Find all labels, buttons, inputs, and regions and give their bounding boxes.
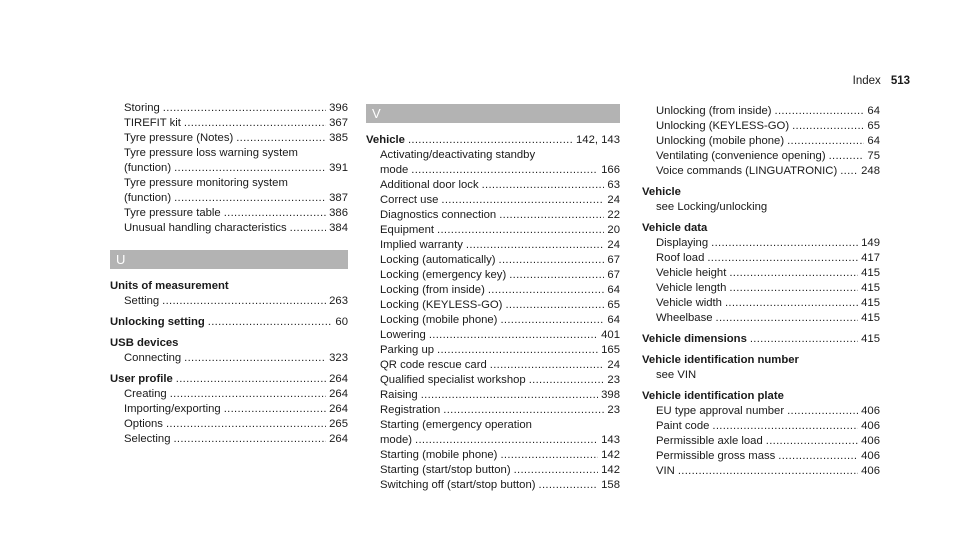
index-entry	[642, 434, 880, 449]
index-entry	[642, 449, 880, 464]
index-entry	[110, 146, 348, 161]
leader-dots	[787, 404, 858, 419]
page-reference: 75	[867, 150, 880, 162]
entry-label: Raising	[380, 389, 418, 401]
page-reference: 149	[861, 237, 880, 249]
index-entry	[110, 432, 348, 447]
page-reference: 143	[601, 434, 620, 446]
entry-label: Ventilating (convenience opening)	[656, 150, 826, 162]
entry-label: Parking up	[380, 344, 435, 356]
entry-label: Unlocking (from inside)	[656, 105, 772, 117]
index-entry	[642, 164, 880, 179]
leader-dots	[466, 238, 605, 253]
leader-dots	[429, 328, 598, 343]
entry-label: Diagnostics connection	[380, 209, 497, 221]
leader-dots	[443, 403, 604, 418]
index-entry	[110, 101, 348, 116]
entry-label: Connecting	[124, 352, 182, 364]
page-reference: 406	[861, 420, 880, 432]
index-entry	[366, 298, 620, 313]
index-entry	[642, 119, 880, 134]
index-entry	[110, 387, 348, 402]
leader-dots	[712, 419, 858, 434]
index-heading	[110, 336, 348, 351]
index-entry	[366, 433, 620, 448]
entry-label: User profile	[110, 373, 173, 385]
index-entry	[366, 238, 620, 253]
entry-label: Displaying	[656, 237, 709, 249]
entry-label: Activating/deactivating standby	[380, 149, 536, 161]
entry-label: Unlocking setting	[110, 316, 205, 328]
entry-label: see VIN	[656, 369, 697, 381]
index-column-3	[642, 104, 880, 479]
entry-label: QR code rescue card	[380, 359, 487, 371]
leader-dots	[224, 206, 326, 221]
index-entry	[366, 193, 620, 208]
entry-label: Permissible axle load	[656, 435, 763, 447]
leader-dots	[514, 463, 599, 478]
leader-dots	[408, 133, 573, 148]
index-entry	[110, 116, 348, 131]
index-entry	[110, 161, 348, 176]
index-entry	[366, 223, 620, 238]
entry-label: Permissible gross mass	[656, 450, 776, 462]
page-reference: 264	[329, 433, 348, 445]
index-heading	[642, 353, 880, 368]
page-reference: 65	[607, 299, 620, 311]
index-entry	[642, 104, 880, 119]
page-reference: 64	[607, 314, 620, 326]
index-entry	[110, 221, 348, 236]
entry-label: EU type approval number	[656, 405, 785, 417]
index-entry	[642, 149, 880, 164]
page-reference: 64	[607, 284, 620, 296]
page-reference: 406	[861, 450, 880, 462]
index-entry	[642, 236, 880, 251]
page-reference: 384	[329, 222, 348, 234]
index-entry	[366, 358, 620, 373]
leader-dots	[711, 236, 858, 251]
index-entry	[642, 311, 880, 326]
entry-label: (function)	[124, 192, 172, 204]
index-entry	[366, 208, 620, 223]
page-reference: 20	[607, 224, 620, 236]
page-reference: 396	[329, 102, 348, 114]
leader-dots	[176, 372, 326, 387]
index-entry	[110, 131, 348, 146]
entry-label: Vehicle height	[656, 267, 727, 279]
leader-dots	[840, 164, 858, 179]
page-reference: 367	[329, 117, 348, 129]
entry-label: mode)	[380, 434, 413, 446]
leader-dots	[500, 448, 598, 463]
index-entry	[110, 191, 348, 206]
index-heading	[110, 315, 348, 330]
entry-label: Additional door lock	[380, 179, 479, 191]
page-reference: 398	[601, 389, 620, 401]
entry-label: Unlocking (KEYLESS-GO)	[656, 120, 790, 132]
index-entry	[642, 419, 880, 434]
entry-label: Correct use	[380, 194, 439, 206]
leader-dots	[729, 266, 858, 281]
page-reference: 415	[861, 333, 880, 345]
entry-label: Vehicle	[366, 134, 405, 146]
entry-label: Implied warranty	[380, 239, 463, 251]
index-entry	[366, 328, 620, 343]
entry-label: Units of measurement	[110, 280, 229, 292]
page-reference: 142, 143	[576, 134, 620, 146]
entry-label: Locking (mobile phone)	[380, 314, 498, 326]
leader-dots	[174, 191, 326, 206]
entry-label: Storing	[124, 102, 160, 114]
entry-label: Vehicle length	[656, 282, 727, 294]
leader-dots	[162, 294, 326, 309]
leader-dots	[499, 253, 605, 268]
index-entry	[366, 373, 620, 388]
entry-label: Vehicle identification plate	[642, 390, 784, 402]
page-reference: 24	[607, 194, 620, 206]
index-entry	[366, 478, 620, 493]
index-entry	[110, 351, 348, 366]
page-reference: 265	[329, 418, 348, 430]
page-reference: 64	[867, 135, 880, 147]
index-entry	[642, 404, 880, 419]
index-column-2	[366, 104, 620, 493]
leader-dots	[792, 119, 864, 134]
leader-dots	[499, 208, 604, 223]
page-reference: 65	[867, 120, 880, 132]
page-reference: 385	[329, 132, 348, 144]
page-number: 513	[890, 75, 910, 87]
page-reference: 67	[607, 269, 620, 281]
page-reference: 391	[329, 162, 348, 174]
entry-label: Starting (mobile phone)	[380, 449, 498, 461]
entry-label: Selecting	[124, 433, 171, 445]
page-reference: 386	[329, 207, 348, 219]
page-reference: 142	[601, 464, 620, 476]
leader-dots	[421, 388, 598, 403]
entry-label: Vehicle data	[642, 222, 708, 234]
leader-dots	[170, 387, 326, 402]
leader-dots	[184, 116, 326, 131]
index-entry	[110, 417, 348, 432]
section-title: Index	[852, 75, 881, 87]
page-reference: 22	[607, 209, 620, 221]
entry-label: Registration	[380, 404, 441, 416]
leader-dots	[505, 298, 604, 313]
page-reference: 67	[607, 254, 620, 266]
leader-dots	[224, 402, 326, 417]
entry-label: Wheelbase	[656, 312, 713, 324]
index-heading	[642, 221, 880, 236]
entry-label: TIREFIT kit	[124, 117, 181, 129]
index-entry	[642, 464, 880, 479]
index-entry	[110, 294, 348, 309]
leader-dots	[716, 311, 859, 326]
entry-label: Vehicle width	[656, 297, 722, 309]
entry-label: Importing/exporting	[124, 403, 221, 415]
entry-label: (function)	[124, 162, 172, 174]
leader-dots	[829, 149, 865, 164]
entry-label: Unusual handling characteristics	[124, 222, 287, 234]
leader-dots	[208, 315, 333, 330]
entry-label: Tyre pressure loss warning system	[124, 147, 298, 159]
index-heading	[366, 133, 620, 148]
index-heading	[642, 185, 880, 200]
leader-dots	[775, 104, 865, 119]
page-reference: 24	[607, 359, 620, 371]
page-reference: 264	[329, 388, 348, 400]
index-entry	[642, 134, 880, 149]
leader-dots	[729, 281, 858, 296]
page-reference: 263	[329, 295, 348, 307]
index-heading	[110, 279, 348, 294]
index-entry	[642, 368, 880, 383]
leader-dots	[490, 358, 605, 373]
index-entry	[642, 281, 880, 296]
index-entry	[366, 148, 620, 163]
leader-dots	[778, 449, 858, 464]
entry-label: Switching off (start/stop button)	[380, 479, 536, 491]
page-reference: 415	[861, 282, 880, 294]
index-entry	[366, 178, 620, 193]
index-entry	[366, 268, 620, 283]
entry-label: Tyre pressure monitoring system	[124, 177, 288, 189]
entry-label: Options	[124, 418, 163, 430]
entry-label: USB devices	[110, 337, 179, 349]
entry-label: Vehicle identification number	[642, 354, 799, 366]
leader-dots	[678, 464, 858, 479]
entry-label: Roof load	[656, 252, 705, 264]
leader-dots	[766, 434, 858, 449]
leader-dots	[184, 351, 326, 366]
leader-dots	[290, 221, 327, 236]
leader-dots	[415, 433, 598, 448]
index-entry	[110, 402, 348, 417]
entry-label: Qualified specialist workshop	[380, 374, 526, 386]
entry-label: mode	[380, 164, 409, 176]
index-entry	[366, 253, 620, 268]
index-heading	[642, 332, 880, 347]
index-heading	[110, 372, 348, 387]
page-reference: 387	[329, 192, 348, 204]
page-reference: 158	[601, 479, 620, 491]
leader-dots	[173, 432, 326, 447]
leader-dots	[539, 478, 599, 493]
index-entry	[642, 266, 880, 281]
page-reference: 165	[601, 344, 620, 356]
page-reference: 415	[861, 267, 880, 279]
entry-label: Locking (from inside)	[380, 284, 485, 296]
page-reference: 264	[329, 373, 348, 385]
leader-dots	[509, 268, 604, 283]
entry-label: Starting (start/stop button)	[380, 464, 511, 476]
page-reference: 406	[861, 405, 880, 417]
page-reference: 248	[861, 165, 880, 177]
leader-dots	[787, 134, 864, 149]
leader-dots	[174, 161, 326, 176]
entry-label: Vehicle dimensions	[642, 333, 747, 345]
leader-dots	[529, 373, 605, 388]
leader-dots	[163, 101, 326, 116]
leader-dots	[482, 178, 605, 193]
index-column-1	[110, 101, 348, 447]
page-reference: 24	[607, 239, 620, 251]
page-reference: 23	[607, 374, 620, 386]
entry-label: Locking (automatically)	[380, 254, 496, 266]
leader-dots	[725, 296, 858, 311]
leader-dots	[236, 131, 326, 146]
page-reference: 401	[601, 329, 620, 341]
entry-label: Tyre pressure table	[124, 207, 221, 219]
entry-label: Locking (KEYLESS-GO)	[380, 299, 503, 311]
page-reference: 142	[601, 449, 620, 461]
page-reference: 63	[607, 179, 620, 191]
page-reference: 406	[861, 435, 880, 447]
entry-label: Starting (emergency operation	[380, 419, 532, 431]
page-reference: 417	[861, 252, 880, 264]
index-entry	[366, 418, 620, 433]
entry-label: Equipment	[380, 224, 435, 236]
index-entry	[366, 448, 620, 463]
page-reference: 415	[861, 312, 880, 324]
index-entry	[366, 283, 620, 298]
leader-dots	[411, 163, 598, 178]
index-entry	[110, 206, 348, 221]
entry-label: Voice commands (LINGUATRONIC)	[656, 165, 838, 177]
entry-label: Vehicle	[642, 186, 681, 198]
entry-label: Unlocking (mobile phone)	[656, 135, 785, 147]
entry-label: Tyre pressure (Notes)	[124, 132, 234, 144]
page-reference: 264	[329, 403, 348, 415]
page-reference: 23	[607, 404, 620, 416]
index-entry	[366, 343, 620, 358]
page-reference: 60	[335, 316, 348, 328]
leader-dots	[441, 193, 604, 208]
leader-dots	[707, 251, 858, 266]
index-entry	[642, 251, 880, 266]
leader-dots	[488, 283, 605, 298]
index-entry	[366, 403, 620, 418]
entry-label: VIN	[656, 465, 675, 477]
page-reference: 406	[861, 465, 880, 477]
leader-dots	[500, 313, 604, 328]
leader-dots	[750, 332, 858, 347]
page-reference: 166	[601, 164, 620, 176]
leader-dots	[437, 223, 604, 238]
letter-section-header: U	[110, 250, 348, 269]
entry-label: Lowering	[380, 329, 426, 341]
entry-label: Creating	[124, 388, 167, 400]
page-reference: 323	[329, 352, 348, 364]
leader-dots	[166, 417, 326, 432]
index-entry	[642, 296, 880, 311]
entry-label: Locking (emergency key)	[380, 269, 507, 281]
page-reference: 64	[867, 105, 880, 117]
letter-section-header: V	[366, 104, 620, 123]
entry-label: Paint code	[656, 420, 710, 432]
page-reference: 415	[861, 297, 880, 309]
entry-label: Setting	[124, 295, 160, 307]
index-entry	[366, 313, 620, 328]
entry-label: see Locking/unlocking	[656, 201, 768, 213]
index-entry	[366, 163, 620, 178]
leader-dots	[437, 343, 598, 358]
index-heading	[642, 389, 880, 404]
page-header	[853, 75, 910, 87]
index-entry	[110, 176, 348, 191]
index-entry	[366, 463, 620, 478]
index-entry	[642, 200, 880, 215]
index-entry	[366, 388, 620, 403]
